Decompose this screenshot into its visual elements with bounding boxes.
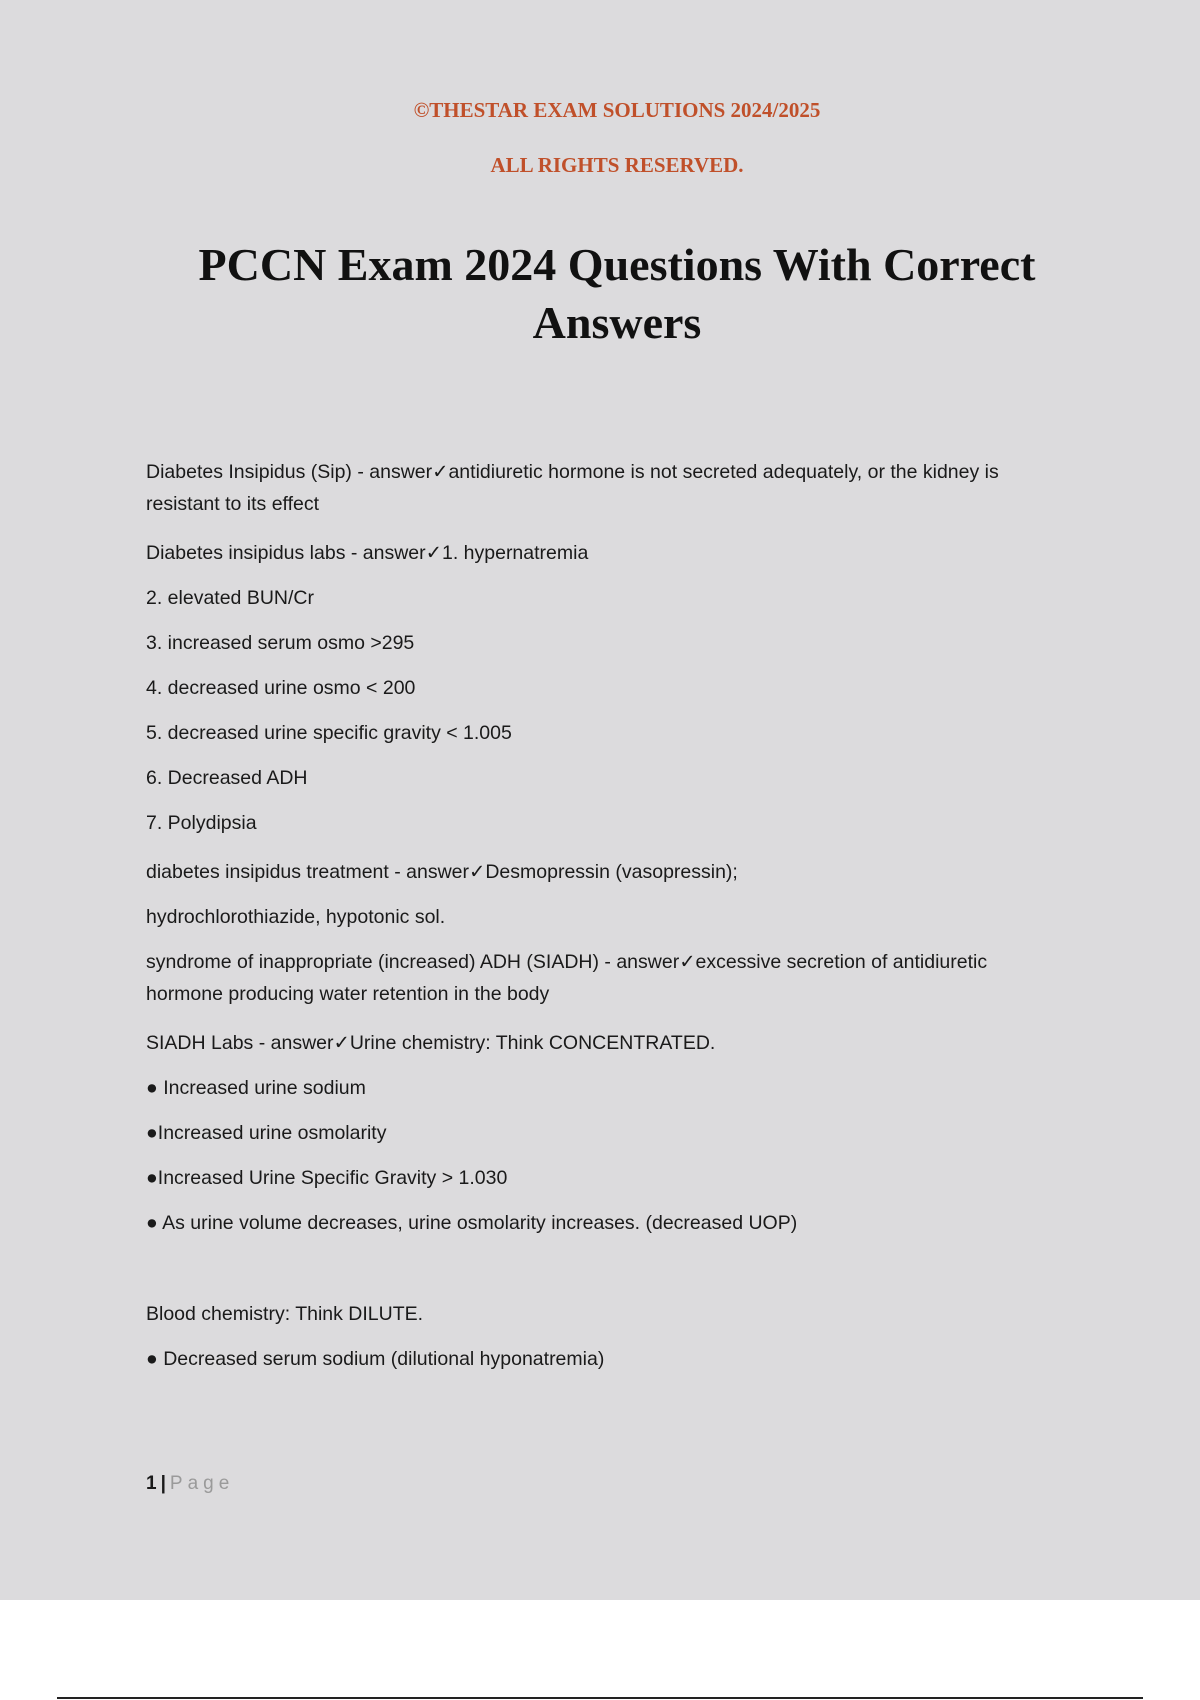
list-item: 4. decreased urine osmo < 200 xyxy=(146,677,416,699)
list-item: 2. elevated BUN/Cr xyxy=(146,587,314,609)
list-item: ● Increased urine sodium xyxy=(146,1077,366,1099)
paragraph-di-treatment-cont: hydrochlorothiazide, hypotonic sol. xyxy=(146,906,446,928)
paragraph-blood-chemistry: Blood chemistry: Think DILUTE. xyxy=(146,1303,424,1325)
paragraph-di-labs: Diabetes insipidus labs - answer✓1. hypernatremia xyxy=(146,542,589,564)
paragraph-siadh-labs: SIADH Labs - answer✓Urine chemistry: Think CONCENTRATED. xyxy=(146,1032,716,1054)
list-item: 7. Polydipsia xyxy=(146,812,257,834)
list-item: ● Decreased serum sodium (dilutional hyponatremia) xyxy=(146,1348,605,1370)
paragraph-di-treatment: diabetes insipidus treatment - answer✓Desmopressin (vasopressin); xyxy=(146,861,738,883)
list-item: ●Increased Urine Specific Gravity > 1.030 xyxy=(146,1167,508,1189)
list-item: ● As urine volume decreases, urine osmolarity increases. (decreased UOP) xyxy=(146,1212,798,1234)
copyright-line-1: ©THESTAR EXAM SOLUTIONS 2024/2025 xyxy=(413,98,821,122)
list-item: ●Increased urine osmolarity xyxy=(146,1122,387,1144)
list-item: 3. increased serum osmo >295 xyxy=(146,632,415,654)
page-label: Page xyxy=(169,1473,235,1494)
document-body xyxy=(146,456,1066,1375)
page-footer xyxy=(146,1473,234,1495)
page-separator: | xyxy=(160,1473,166,1494)
bottom-divider xyxy=(57,1697,1143,1699)
paragraph-siadh-definition: syndrome of inappropriate (increased) ADH (SIADH) - answer✓excessive secretion of antidiuretic hormone producing water retention in the body xyxy=(146,951,988,1005)
document-title: PCCN Exam 2024 Questions With Correct Answers xyxy=(198,239,1036,348)
list-item: 6. Decreased ADH xyxy=(146,767,308,789)
copyright-line-2: ALL RIGHTS RESERVED. xyxy=(490,153,744,177)
list-item: 5. decreased urine specific gravity < 1.005 xyxy=(146,722,512,744)
paragraph-diabetes-insipidus-definition: Diabetes Insipidus (Sip) - answer✓antidiuretic hormone is not secreted adequately, or the kidney is resistant to its effect xyxy=(146,461,999,515)
page-number: 1 xyxy=(146,1473,157,1494)
